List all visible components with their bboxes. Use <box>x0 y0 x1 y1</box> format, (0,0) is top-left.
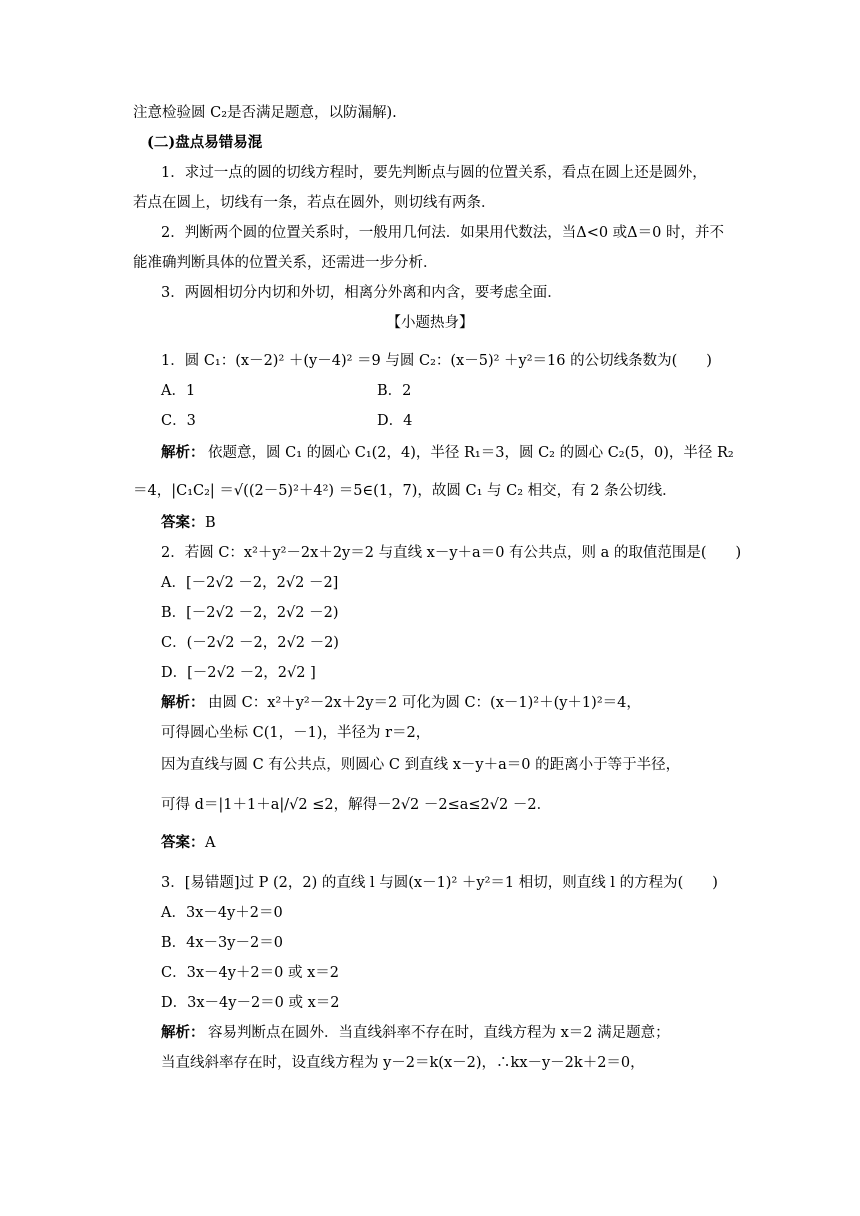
text-line <box>0 278 860 308</box>
option-d: D．[－2√2 －2，2√2 ] <box>161 665 316 681</box>
analysis-text: 可得圆心坐标 C(1，－1)，半径为 r＝2， <box>161 725 431 741</box>
text-line <box>0 790 860 820</box>
text-line <box>0 98 860 128</box>
text-line <box>0 928 860 958</box>
option-b: B．[－2√2 －2，2√2 －2) <box>161 605 339 621</box>
analysis-text: 可得 d＝|1＋1＋a|/√2 ≤2，解得－2√2 －2≤a≤2√2 －2． <box>161 797 552 813</box>
text-line <box>0 376 860 406</box>
analysis-text: ＝4，|C₁C₂| ＝√((2－5)²＋4²) ＝5∈(1，7)，故圆 C₁ 与 C₂ 相交，有 2 条公切线． <box>133 483 677 499</box>
text-line <box>0 658 860 688</box>
paragraph-text: 能准确判断具体的位置关系，还需进一步分析． <box>133 255 438 271</box>
text-line <box>0 438 860 468</box>
text-line <box>0 476 860 506</box>
paragraph-text: 若点在圆上，切线有一条，若点在圆外，则切线有两条． <box>133 195 496 211</box>
section-title: 【小题热身】 <box>386 315 474 331</box>
text-line <box>0 508 860 538</box>
option-d: D．3x－4y－2＝0 或 x＝2 <box>161 995 340 1011</box>
paragraph-text: 注意检验圆 C₂是否满足题意，以防漏解). <box>133 105 397 121</box>
text-line <box>0 188 860 218</box>
paragraph-text: 3．两圆相切分内切和外切，相离分外离和内含，要考虑全面． <box>161 285 562 301</box>
text-line <box>0 128 860 158</box>
answer-label: 答案： <box>161 514 205 531</box>
text-line <box>0 718 860 748</box>
option-c: C．3 <box>161 413 196 429</box>
option-c: C．(－2√2 －2，2√2 －2) <box>161 635 339 651</box>
option-d: D．4 <box>377 413 413 429</box>
text-line <box>0 988 860 1018</box>
analysis-text: 依题意，圆 C₁ 的圆心 C₁(2，4)，半径 R₁＝3，圆 C₂ 的圆心 C₂(5，0)，半径 R₂ <box>208 445 734 461</box>
section-heading: (二)盘点易错易混 <box>147 134 263 151</box>
analysis-label: 解析： <box>161 1024 205 1041</box>
text-line <box>0 158 860 188</box>
text-line <box>0 308 860 338</box>
text-line <box>0 568 860 598</box>
text-line <box>0 1048 860 1078</box>
text-line <box>0 750 860 780</box>
text-line <box>0 958 860 988</box>
text-line <box>0 628 860 658</box>
text-line <box>0 868 860 898</box>
question-stem: 1．圆 C₁：(x－2)² ＋(y－4)² ＝9 与圆 C₂：(x－5)² ＋y²＝16 的公切线条数为( ) <box>161 353 712 369</box>
text-line <box>0 538 860 568</box>
analysis-text: 容易判断点在圆外．当直线斜率不存在时，直线方程为 x＝2 满足题意； <box>208 1025 670 1041</box>
option-a: A．1 <box>161 383 196 399</box>
text-line <box>0 406 860 436</box>
analysis-text: 由圆 C：x²＋y²－2x＋2y＝2 可化为圆 C：(x－1)²＋(y＋1)²＝4， <box>208 695 641 711</box>
paragraph-text: 1．求过一点的圆的切线方程时，要先判断点与圆的位置关系，看点在圆上还是圆外， <box>161 165 707 181</box>
analysis-text: 当直线斜率存在时，设直线方程为 y－2＝k(x－2)，∴kx－y－2k＋2＝0， <box>161 1055 645 1071</box>
option-c: C．3x－4y＋2＝0 或 x＝2 <box>161 965 339 981</box>
question-stem: 3．[易错题]过 P (2，2) 的直线 l 与圆(x－1)² ＋y²＝1 相切，则直线 l 的方程为( ) <box>161 875 718 891</box>
option-b: B．2 <box>377 383 412 399</box>
analysis-label: 解析： <box>161 444 205 461</box>
option-a: A．3x－4y＋2＝0 <box>161 905 283 921</box>
text-line <box>0 828 860 858</box>
answer-value: A <box>205 835 216 851</box>
text-line <box>0 248 860 278</box>
analysis-text: 因为直线与圆 C 有公共点，则圆心 C 到直线 x－y＋a＝0 的距离小于等于半径， <box>161 757 681 773</box>
text-line <box>0 218 860 248</box>
text-line <box>0 346 860 376</box>
question-stem: 2．若圆 C：x²＋y²－2x＋2y＝2 与直线 x－y＋a＝0 有公共点，则 a 的取值范围是( ) <box>161 545 742 561</box>
text-line <box>0 598 860 628</box>
option-b: B．4x－3y－2＝0 <box>161 935 283 951</box>
answer-label: 答案： <box>161 834 205 851</box>
text-line <box>0 688 860 718</box>
text-line <box>0 1018 860 1048</box>
text-line <box>0 898 860 928</box>
paragraph-text: 2．判断两个圆的位置关系时，一般用几何法．如果用代数法，当Δ<0 或Δ＝0 时，并不 <box>161 225 724 241</box>
option-a: A．[－2√2 －2，2√2 －2] <box>161 575 339 591</box>
analysis-label: 解析： <box>161 694 205 711</box>
answer-value: B <box>205 515 216 531</box>
